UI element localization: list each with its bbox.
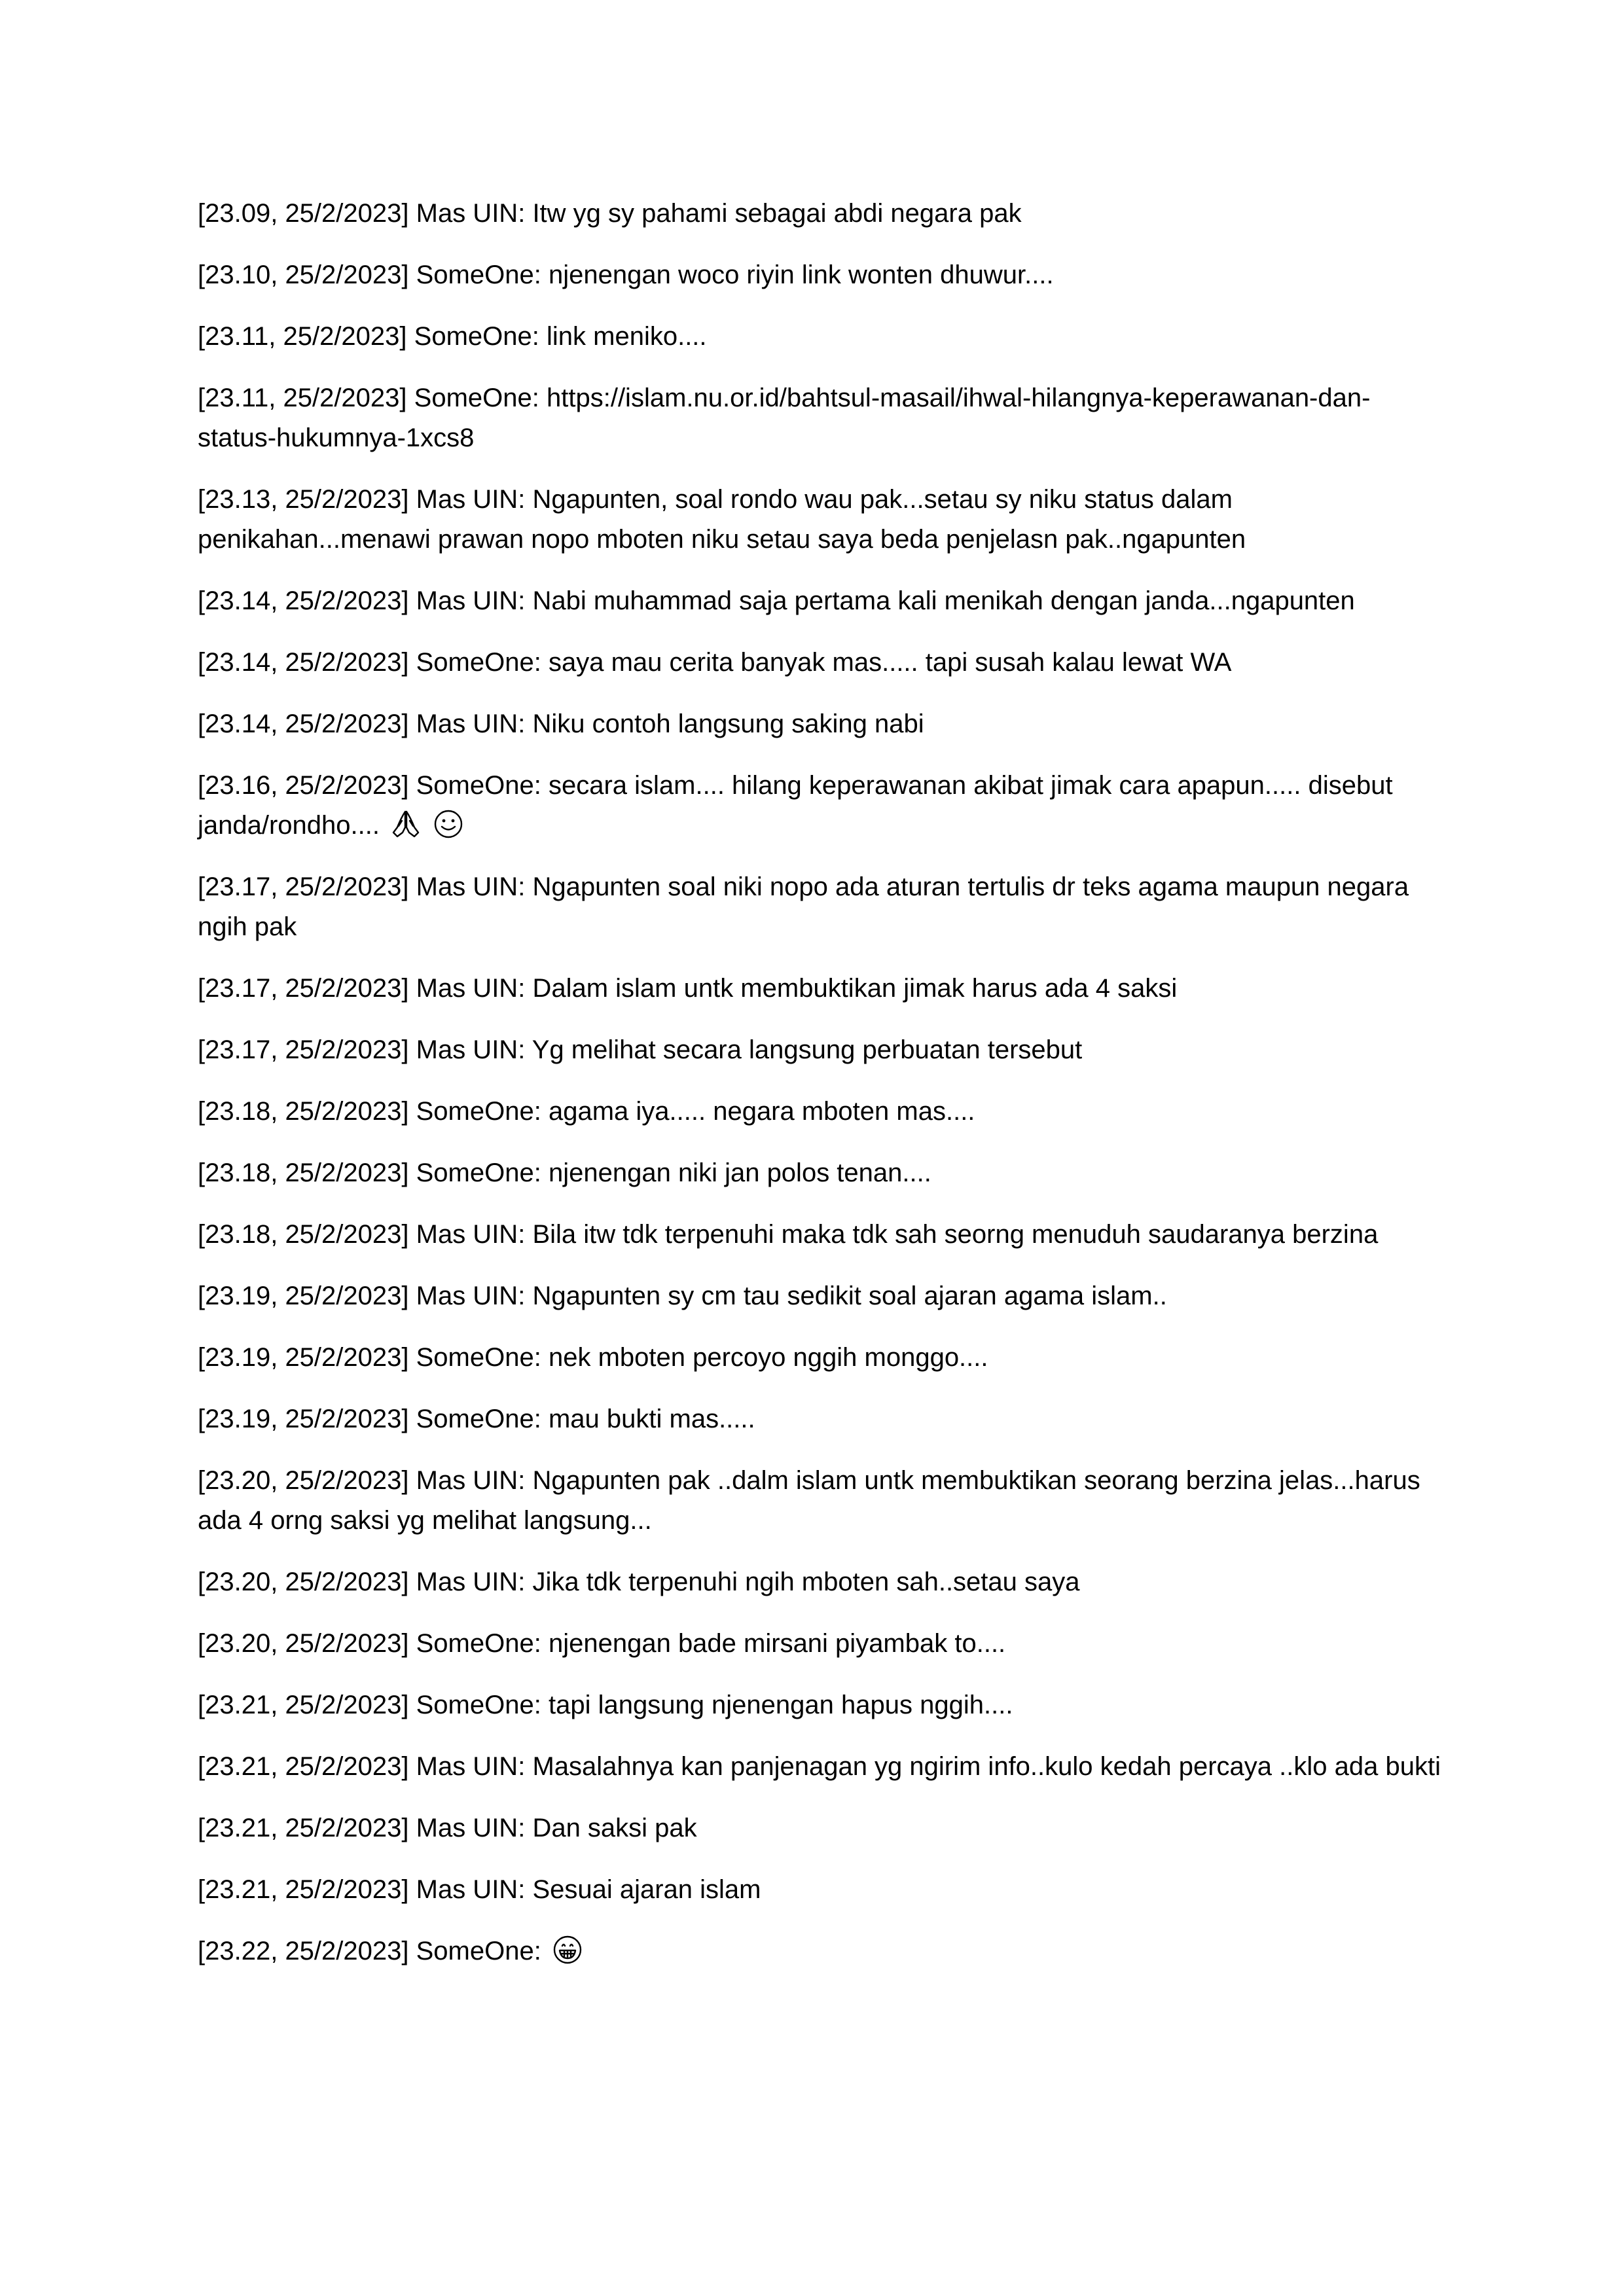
- message-text: Ngapunten sy cm tau sedikit soal ajaran agama islam..: [532, 1282, 1167, 1310]
- message-text: njenengan niki jan polos tenan....: [548, 1158, 931, 1187]
- chat-message: [23.19, 25/2/2023] SomeOne: mau bukti mas.....: [198, 1405, 755, 1433]
- message-sender: Mas UIN: [416, 1814, 518, 1842]
- message-text: Ngapunten, soal rondo wau pak...setau sy niku status dalam penikahan...menawi prawan nopo mboten niku setau saya beda penjelasn pak..ngapunten: [198, 485, 1246, 554]
- chat-message: [23.17, 25/2/2023] Mas UIN: Yg melihat secara langsung perbuatan tersebut: [198, 1035, 1083, 1064]
- message-sender: Mas UIN: [416, 872, 518, 901]
- message-timestamp: [23.14, 25/2/2023]: [198, 648, 409, 677]
- chat-message: [23.18, 25/2/2023] SomeOne: agama iya..... negara mboten mas....: [198, 1097, 975, 1126]
- message-text: Itw yg sy pahami sebagai abdi negara pak: [532, 199, 1022, 228]
- chat-message: [23.22, 25/2/2023] SomeOne:: [198, 1931, 1441, 1971]
- message-timestamp: [23.17, 25/2/2023]: [198, 974, 409, 1003]
- message-sender: Mas UIN: [416, 1568, 518, 1596]
- chat-message: [23.11, 25/2/2023] SomeOne: link meniko....: [198, 322, 707, 351]
- message-sender: SomeOne: [414, 322, 532, 351]
- message-sender: Mas UIN: [416, 1466, 518, 1495]
- chat-message: [23.21, 25/2/2023] Mas UIN: Sesuai ajaran islam: [198, 1875, 761, 1904]
- chat-message: [23.16, 25/2/2023] SomeOne: secara islam.... hilang keperawanan akibat jimak cara apapun..... disebut janda/rondho....: [198, 771, 1393, 840]
- grinning-face-icon: [551, 1933, 584, 1966]
- message-text: Ngapunten soal niki nopo ada aturan tertulis dr teks agama maupun negara ngih pak: [198, 872, 1409, 941]
- message-sender: Mas UIN: [416, 1282, 518, 1310]
- message-text: Dalam islam untk membuktikan jimak harus ada 4 saksi: [532, 974, 1178, 1003]
- message-sender: Mas UIN: [416, 709, 518, 738]
- message-text: Ngapunten pak ..dalm islam untk membuktikan seorang berzina jelas...harus ada 4 orng saksi yg melihat langsung...: [198, 1466, 1420, 1535]
- chat-message: [23.17, 25/2/2023] Mas UIN: Dalam islam untk membuktikan jimak harus ada 4 saksi: [198, 974, 1178, 1003]
- message-timestamp: [23.19, 25/2/2023]: [198, 1405, 409, 1433]
- chat-message: [23.09, 25/2/2023] Mas UIN: Itw yg sy pahami sebagai abdi negara pak: [198, 199, 1022, 228]
- message-timestamp: [23.19, 25/2/2023]: [198, 1282, 409, 1310]
- message-text: Nabi muhammad saja pertama kali menikah dengan janda...ngapunten: [532, 586, 1355, 615]
- message-sender: Mas UIN: [416, 199, 518, 228]
- chat-message: [23.21, 25/2/2023] SomeOne: tapi langsung njenengan hapus nggih....: [198, 1691, 1013, 1719]
- message-sender: Mas UIN: [416, 974, 518, 1003]
- message-sender: SomeOne: [416, 648, 534, 677]
- message-sender: Mas UIN: [416, 1220, 518, 1249]
- message-text: secara islam.... hilang keperawanan akibat jimak cara apapun..... disebut janda/rondho....: [198, 771, 1393, 840]
- message-text: agama iya..... negara mboten mas....: [548, 1097, 975, 1126]
- message-timestamp: [23.13, 25/2/2023]: [198, 485, 409, 514]
- message-sender: SomeOne: [416, 771, 534, 800]
- message-timestamp: [23.21, 25/2/2023]: [198, 1814, 409, 1842]
- message-timestamp: [23.18, 25/2/2023]: [198, 1220, 409, 1249]
- message-sender: Mas UIN: [416, 1035, 518, 1064]
- message-sender: SomeOne: [416, 1343, 534, 1372]
- message-timestamp: [23.17, 25/2/2023]: [198, 872, 409, 901]
- message-sender: SomeOne: [416, 1937, 534, 1965]
- message-text: Yg melihat secara langsung perbuatan tersebut: [532, 1035, 1083, 1064]
- message-timestamp: [23.14, 25/2/2023]: [198, 709, 409, 738]
- chat-message: [23.18, 25/2/2023] SomeOne: njenengan niki jan polos tenan....: [198, 1158, 931, 1187]
- message-timestamp: [23.10, 25/2/2023]: [198, 260, 409, 289]
- message-timestamp: [23.18, 25/2/2023]: [198, 1097, 409, 1126]
- message-text: Masalahnya kan panjenagan yg ngirim info..kulo kedah percaya ..klo ada bukti: [532, 1752, 1441, 1781]
- chat-message: [23.20, 25/2/2023] Mas UIN: Ngapunten pak ..dalm islam untk membuktikan seorang berzina jelas...harus ada 4 orng saksi yg melihat langsung...: [198, 1466, 1420, 1535]
- message-text: Dan saksi pak: [532, 1814, 697, 1842]
- folded-hands-icon: [389, 808, 422, 840]
- chat-message: [23.11, 25/2/2023] SomeOne: https://islam.nu.or.id/bahtsul-masail/ihwal-hilangnya-keperawanan-dan-status-hukumnya-1xcs8: [198, 384, 1371, 452]
- message-timestamp: [23.18, 25/2/2023]: [198, 1158, 409, 1187]
- chat-message: [23.21, 25/2/2023] Mas UIN: Masalahnya kan panjenagan yg ngirim info..kulo kedah percaya ..klo ada bukti: [198, 1752, 1441, 1781]
- message-text: mau bukti mas.....: [548, 1405, 755, 1433]
- message-text: nek mboten percoyo nggih monggo....: [548, 1343, 988, 1372]
- message-timestamp: [23.21, 25/2/2023]: [198, 1752, 409, 1781]
- message-sender: SomeOne: [416, 1158, 534, 1187]
- message-text: Jika tdk terpenuhi ngih mboten sah..setau saya: [532, 1568, 1080, 1596]
- message-text: link meniko....: [547, 322, 707, 351]
- message-timestamp: [23.20, 25/2/2023]: [198, 1466, 409, 1495]
- chat-message: [23.18, 25/2/2023] Mas UIN: Bila itw tdk terpenuhi maka tdk sah seorng menuduh saudaranya berzina: [198, 1220, 1379, 1249]
- chat-message: [23.13, 25/2/2023] Mas UIN: Ngapunten, soal rondo wau pak...setau sy niku status dalam penikahan...menawi prawan nopo mboten niku setau saya beda penjelasn pak..ngapunten: [198, 485, 1246, 554]
- chat-message: [23.17, 25/2/2023] Mas UIN: Ngapunten soal niki nopo ada aturan tertulis dr teks agama maupun negara ngih pak: [198, 872, 1409, 941]
- message-timestamp: [23.21, 25/2/2023]: [198, 1875, 409, 1904]
- message-sender: SomeOne: [416, 1097, 534, 1126]
- smiling-face-icon: [432, 808, 465, 840]
- message-sender: SomeOne: [416, 1405, 534, 1433]
- chat-message: [23.21, 25/2/2023] Mas UIN: Dan saksi pak: [198, 1814, 697, 1842]
- chat-message: [23.19, 25/2/2023] SomeOne: nek mboten percoyo nggih monggo....: [198, 1343, 988, 1372]
- message-sender: Mas UIN: [416, 485, 518, 514]
- message-timestamp: [23.17, 25/2/2023]: [198, 1035, 409, 1064]
- chat-message: [23.20, 25/2/2023] SomeOne: njenengan bade mirsani piyambak to....: [198, 1629, 1006, 1658]
- chat-message: [23.20, 25/2/2023] Mas UIN: Jika tdk terpenuhi ngih mboten sah..setau saya: [198, 1568, 1080, 1596]
- message-timestamp: [23.22, 25/2/2023]: [198, 1937, 409, 1965]
- chat-message: [23.14, 25/2/2023] Mas UIN: Niku contoh langsung saking nabi: [198, 709, 924, 738]
- chat-transcript: [198, 194, 1441, 1993]
- message-timestamp: [23.11, 25/2/2023]: [198, 384, 407, 412]
- message-timestamp: [23.19, 25/2/2023]: [198, 1343, 409, 1372]
- message-text: Niku contoh langsung saking nabi: [532, 709, 924, 738]
- message-timestamp: [23.09, 25/2/2023]: [198, 199, 409, 228]
- message-sender: SomeOne: [414, 384, 532, 412]
- message-timestamp: [23.16, 25/2/2023]: [198, 771, 409, 800]
- message-timestamp: [23.11, 25/2/2023]: [198, 322, 407, 351]
- message-timestamp: [23.21, 25/2/2023]: [198, 1691, 409, 1719]
- message-sender: Mas UIN: [416, 1875, 518, 1904]
- message-sender: SomeOne: [416, 1629, 534, 1658]
- message-sender: Mas UIN: [416, 1752, 518, 1781]
- chat-message: [23.14, 25/2/2023] SomeOne: saya mau cerita banyak mas..... tapi susah kalau lewat WA: [198, 648, 1232, 677]
- message-text: Bila itw tdk terpenuhi maka tdk sah seorng menuduh saudaranya berzina: [532, 1220, 1379, 1249]
- message-text: njenengan bade mirsani piyambak to....: [548, 1629, 1006, 1658]
- message-sender: Mas UIN: [416, 586, 518, 615]
- message-text: Sesuai ajaran islam: [532, 1875, 761, 1904]
- message-text: njenengan woco riyin link wonten dhuwur....: [548, 260, 1054, 289]
- message-sender: SomeOne: [416, 260, 534, 289]
- message-text: saya mau cerita banyak mas..... tapi susah kalau lewat WA: [548, 648, 1232, 677]
- message-sender: SomeOne: [416, 1691, 534, 1719]
- message-timestamp: [23.20, 25/2/2023]: [198, 1629, 409, 1658]
- chat-message: [23.10, 25/2/2023] SomeOne: njenengan woco riyin link wonten dhuwur....: [198, 260, 1054, 289]
- message-timestamp: [23.20, 25/2/2023]: [198, 1568, 409, 1596]
- message-text: tapi langsung njenengan hapus nggih....: [548, 1691, 1013, 1719]
- chat-message: [23.14, 25/2/2023] Mas UIN: Nabi muhammad saja pertama kali menikah dengan janda...ngapunten: [198, 586, 1355, 615]
- message-text: https://islam.nu.or.id/bahtsul-masail/ihwal-hilangnya-keperawanan-dan-status-hukumnya-1xcs8: [198, 384, 1371, 452]
- chat-message: [23.19, 25/2/2023] Mas UIN: Ngapunten sy cm tau sedikit soal ajaran agama islam..: [198, 1282, 1167, 1310]
- message-timestamp: [23.14, 25/2/2023]: [198, 586, 409, 615]
